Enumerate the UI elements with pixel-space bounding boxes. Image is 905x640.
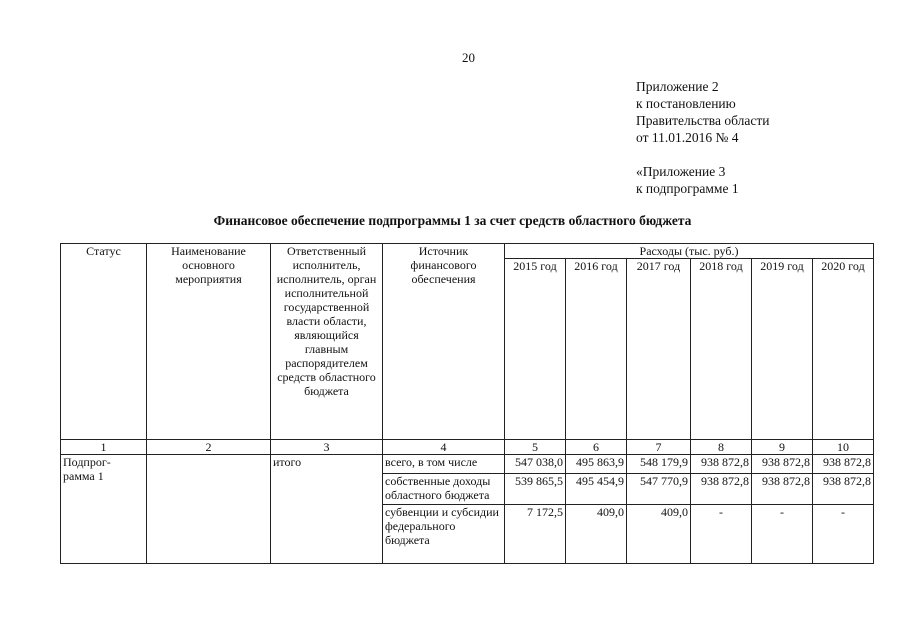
value-cell: 938 872,8	[691, 474, 752, 505]
value-cell: 938 872,8	[813, 474, 874, 505]
source-cell: собственные доходы областного бюджета	[383, 474, 505, 505]
value-cell: 409,0	[566, 505, 627, 564]
spacer	[636, 146, 769, 163]
column-number: 7	[627, 440, 691, 455]
header-year: 2020 год	[813, 259, 874, 440]
value-cell: 409,0	[627, 505, 691, 564]
column-number: 5	[505, 440, 566, 455]
table-row	[61, 455, 874, 474]
page-number: 20	[462, 50, 475, 65]
value-cell: 7 172,5	[505, 505, 566, 564]
value-cell: 495 454,9	[566, 474, 627, 505]
value-cell: -	[691, 505, 752, 564]
appendix-line: от 11.01.2016 № 4	[636, 130, 739, 145]
column-number: 8	[691, 440, 752, 455]
source-cell: всего, в том числе	[383, 455, 505, 474]
document-title: Финансовое обеспечение подпрограммы 1 за счет средств областного бюджета	[213, 213, 692, 228]
value-cell: 547 038,0	[505, 455, 566, 474]
column-number-row	[61, 440, 874, 455]
executor-cell: итого	[271, 455, 383, 564]
value-cell: 938 872,8	[752, 455, 813, 474]
column-number: 6	[566, 440, 627, 455]
value-cell: -	[813, 505, 874, 564]
header-year: 2016 год	[566, 259, 627, 440]
status-cell: Подпрог-рамма 1	[61, 455, 147, 564]
value-cell: 938 872,8	[752, 474, 813, 505]
appendix-block	[636, 78, 769, 197]
column-number: 9	[752, 440, 813, 455]
value-cell: 938 872,8	[691, 455, 752, 474]
header-year: 2019 год	[752, 259, 813, 440]
value-cell: 539 865,5	[505, 474, 566, 505]
source-cell: субвенции и субсидии федерального бюджета	[383, 505, 505, 564]
financing-table	[60, 243, 874, 564]
column-number: 4	[383, 440, 505, 455]
header-measure: Наименование основного мероприятия	[147, 244, 271, 440]
appendix-line: Приложение 2	[636, 79, 719, 94]
header-year: 2018 год	[691, 259, 752, 440]
value-cell: -	[752, 505, 813, 564]
column-number: 1	[61, 440, 147, 455]
value-cell: 495 863,9	[566, 455, 627, 474]
value-cell: 548 179,9	[627, 455, 691, 474]
column-number: 10	[813, 440, 874, 455]
appendix-line: Правительства области	[636, 113, 770, 128]
header-source: Источник финансового обеспечения	[383, 244, 505, 440]
column-number: 3	[271, 440, 383, 455]
header-year: 2017 год	[627, 259, 691, 440]
appendix-line: «Приложение 3	[636, 164, 726, 179]
value-cell: 547 770,9	[627, 474, 691, 505]
header-year: 2015 год	[505, 259, 566, 440]
header-status: Статус	[61, 244, 147, 440]
header-expenses: Расходы (тыс. руб.)	[505, 244, 874, 259]
appendix-line: к постановлению	[636, 96, 736, 111]
header-executor: Ответственный исполнитель, исполнитель, орган исполнительной государственной власти области, являющийся главным распорядителем средств областного бюджета	[271, 244, 383, 440]
column-number: 2	[147, 440, 271, 455]
appendix-line: к подпрограмме 1	[636, 181, 739, 196]
measure-cell	[147, 455, 271, 564]
value-cell: 938 872,8	[813, 455, 874, 474]
